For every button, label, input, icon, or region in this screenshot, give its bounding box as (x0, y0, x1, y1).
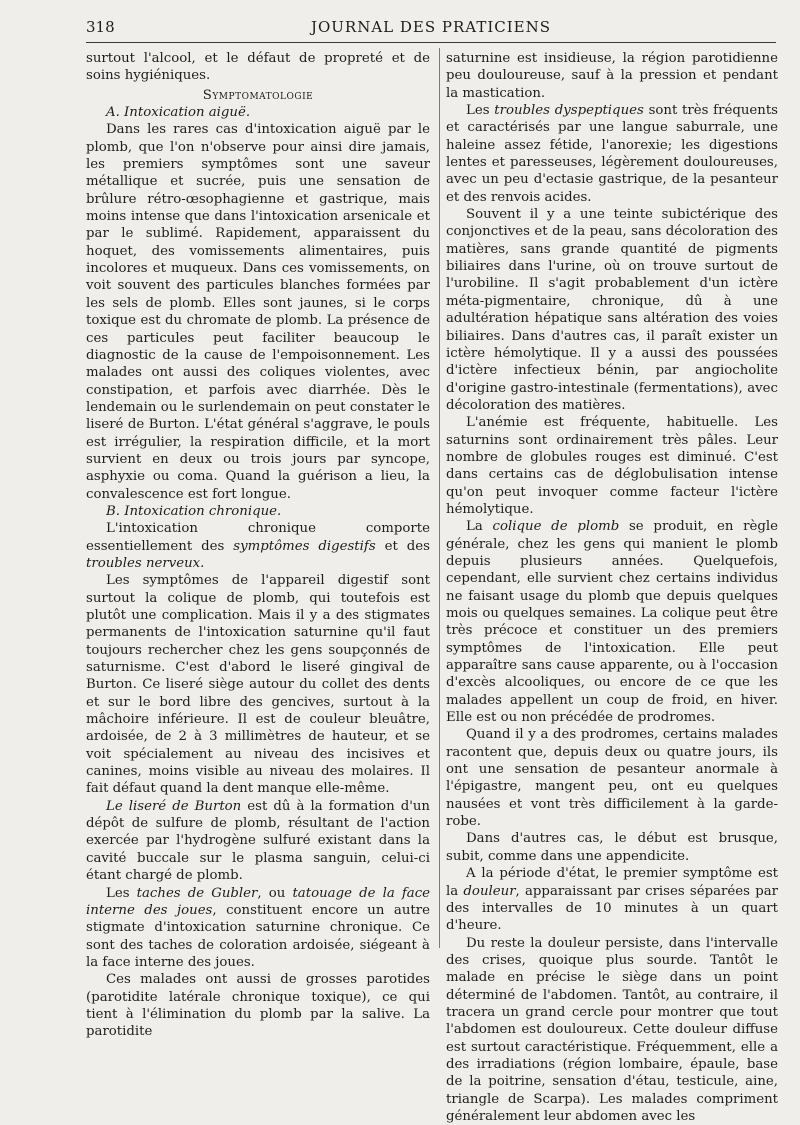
paragraph-parotids: Ces malades ont aussi de grosses parotides (parotidite latérale chronique toxique), ce qui tient à l'élimination du plomb par la salive. La parotidite (86, 972, 430, 1040)
text-run: , apparaissant par crises séparées par des intervalles de 10 minutes à un quart d'heure. (446, 883, 778, 934)
text-run: Les (466, 103, 490, 119)
paragraph-symptoms: Les symptômes de l'appareil digestif sont surtout la colique de plomb, qui toutefois est plutôt une complication. Mais il y a des stigmates permanents de l'intoxication saturnine qu'il faut toujours rechercher chez les gens soupçonnés de saturnisme. C'est d'abord le liseré gingival de Burton. Ce liseré siège autour du collet des dents et sur le bord libre des gencives, surtout à la mâchoire inférieure. Il est de couleur bleuâtre, ardoisée, de 2 à 3 millimètres de hauteur, et se voit spécialement au niveau des incisives et canines, moins visible au niveau des molaires. Il fait défaut quand la dent manque elle-même. (86, 573, 430, 797)
text-run: , ou (257, 885, 286, 901)
paragraph-burton (86, 798, 430, 885)
left-column (86, 50, 431, 1040)
text-run: sont très fréquents et caractérisés par une langue saburrale, une haleine assez fétide, l'anorexie; les digestions lentes et paresseuses, légèrement douloureuses, avec un peu d'ectasie gastrique, de la pesanteur et des renvois acides. (446, 103, 778, 205)
text-run: La (466, 519, 483, 535)
text-run: et des (384, 538, 430, 554)
paragraph-dyspeptic (446, 102, 778, 206)
paragraph-gubler (86, 885, 430, 972)
emphasis: troubles nerveux. (86, 555, 205, 571)
page-number: 318 (86, 18, 115, 36)
emphasis: symptômes digestifs (233, 538, 376, 554)
running-title: JOURNAL DES PRATICIENS (310, 18, 552, 36)
right-column (446, 50, 779, 1124)
paragraph-prodromes: Quand il y a des prodromes, certains malades racontent que, depuis deux ou quatre jours, ils ont une sensation de pesanteur anormale à l'épigastre, mangent peu, ont eu quelques nausées et vont très difficilement à la garde-robe. (446, 727, 778, 830)
paragraph-icterus: Souvent il y a une teinte subictérique des conjonctives et de la peau, sans décoloration des matières, sans grande quantité de pigments biliaires dans l'urine, où on trouve surtout de l'urobiline. Il s'agit probablement d'un ictère méta-pigmentaire, chronique, dû à une adultération hépatique sans altération des voies biliaires. Dans d'autres cas, il paraît exister un ictère hémolytique. Il y a aussi des poussées d'ictère infectieux bénin, par angiocholite d'origine gastro-intestinale (fermentations), avec décoloration des matières. (446, 207, 778, 413)
header-rule (86, 42, 776, 43)
text-run: , constituent encore un autre stigmate d'intoxication saturnine chronique. Ce sont des taches de coloration ardoisée, siégeant à la face interne des joues. (86, 902, 430, 970)
paragraph-acute: Dans les rares cas d'intoxication aiguë par le plomb, que l'on n'observe pour ainsi dire jamais, les premiers symptômes sont une saveur métallique et sucrée, puis une sensation de brûlure rétro-œsophagienne et gastrique, mais moins intense que dans l'intoxication arsenicale et par le sublimé. Rapidement, apparaissent du hoquet, des vomissements alimentaires, puis incolores et muqueux. Dans ces vomissements, on voit souvent des particules blanches formées par les sels de plomb. Elles sont jaunes, si le corps toxique est du chromate de plomb. La présence de ces particules peut faciliter beaucoup le diagnostic de la cause de l'empoisonnement. Les malades ont aussi des coliques violentes, avec constipation, et parfois avec diarrhée. Dès le lendemain ou le surlendemain on peut constater le liseré de Burton. L'état général s'aggrave, le pouls est irrégulier, la respiration difficile, et la mort survient en deux ou trois jours par syncope, asphyxie ou coma. Quand la guérison a lieu, la convalescence est fort longue. (86, 122, 430, 502)
paragraph-anemia: L'anémie est fréquente, habituelle. Les saturnins sont ordinairement très pâles. Leur nombre de globules rouges est diminué. C'est dans certains cas de déglobulisation intense qu'on peut invoquer comme facteur l'ictère hémolytique. (446, 415, 778, 517)
emphasis: troubles dyspeptiques (494, 103, 644, 119)
emphasis: colique de plomb (492, 519, 620, 535)
subheading-chronic: B. Intoxication chronique. (106, 503, 282, 519)
column-divider (439, 48, 440, 948)
paragraph-sudden-onset: Dans d'autres cas, le début est brusque, subit, comme dans une appendicite. (446, 831, 778, 864)
paragraph-colic (446, 518, 778, 726)
paragraph-intro: surtout l'alcool, et le défaut de propreté et de soins hygiéniques. (86, 51, 430, 84)
text-run: se produit, en règle générale, chez les gens qui manient le plomb depuis plusieurs années. Quelquefois, cependant, elle survient chez certains individus ne faisant usage du plomb que depuis quelques mois ou quelques semaines. La colique peut être très précoce et constituer un des premiers symptômes de l'intoxication. Elle peut apparaître sans cause apparente, ou à l'occasion d'excès alcooliques, ou encore de ce que les malades appellent un coup de froid, en hiver. Elle est ou non précédée de prodromes. (446, 519, 779, 726)
section-heading: Symptomatologie (202, 87, 314, 103)
paragraph-continued: saturnine est insidieuse, la région parotidienne peu douloureuse, sauf à la pression et pendant la mastication. (446, 51, 778, 101)
page-header (86, 18, 776, 44)
subheading-acute: A. Intoxication aiguë. (106, 105, 251, 121)
emphasis: tatouage de la face interne des joues (86, 885, 431, 918)
text-run: A la période d'état, le premier symptôme est la (446, 866, 778, 899)
emphasis: Le liseré de Burton (106, 798, 242, 814)
text-run: est dû à la formation d'un dépôt de sulfure de plomb, résultant de l'action exercée par l'hydrogène sulfuré existant dans la cavité buccale sur le plasma sanguin, celui-ci étant chargé de plomb. (86, 798, 430, 884)
emphasis: douleur (463, 883, 516, 899)
text-run: Les (106, 885, 130, 901)
paragraph-chronic (86, 520, 430, 572)
paragraph-pain-onset (446, 865, 778, 934)
emphasis: taches de Gubler (136, 885, 258, 901)
paragraph-pain: Du reste la douleur persiste, dans l'intervalle des crises, quoique plus sourde. Tantôt le malade en précise le siège dans un point déterminé de l'abdomen. Tantôt, au contraire, il tracera un grand cercle pour montrer que tout l'abdomen est douloureux. Cette douleur diffuse est surtout caractéristique. Fréquemment, elle a des irradiations (région lombaire, épaule, base de la poitrine, sensation d'étau, testicule, aine, triangle de Scarpa). Les malades compriment généralement leur abdomen avec les (446, 935, 778, 1124)
text-run: L'intoxication chronique comporte essentiellement des (86, 521, 430, 554)
